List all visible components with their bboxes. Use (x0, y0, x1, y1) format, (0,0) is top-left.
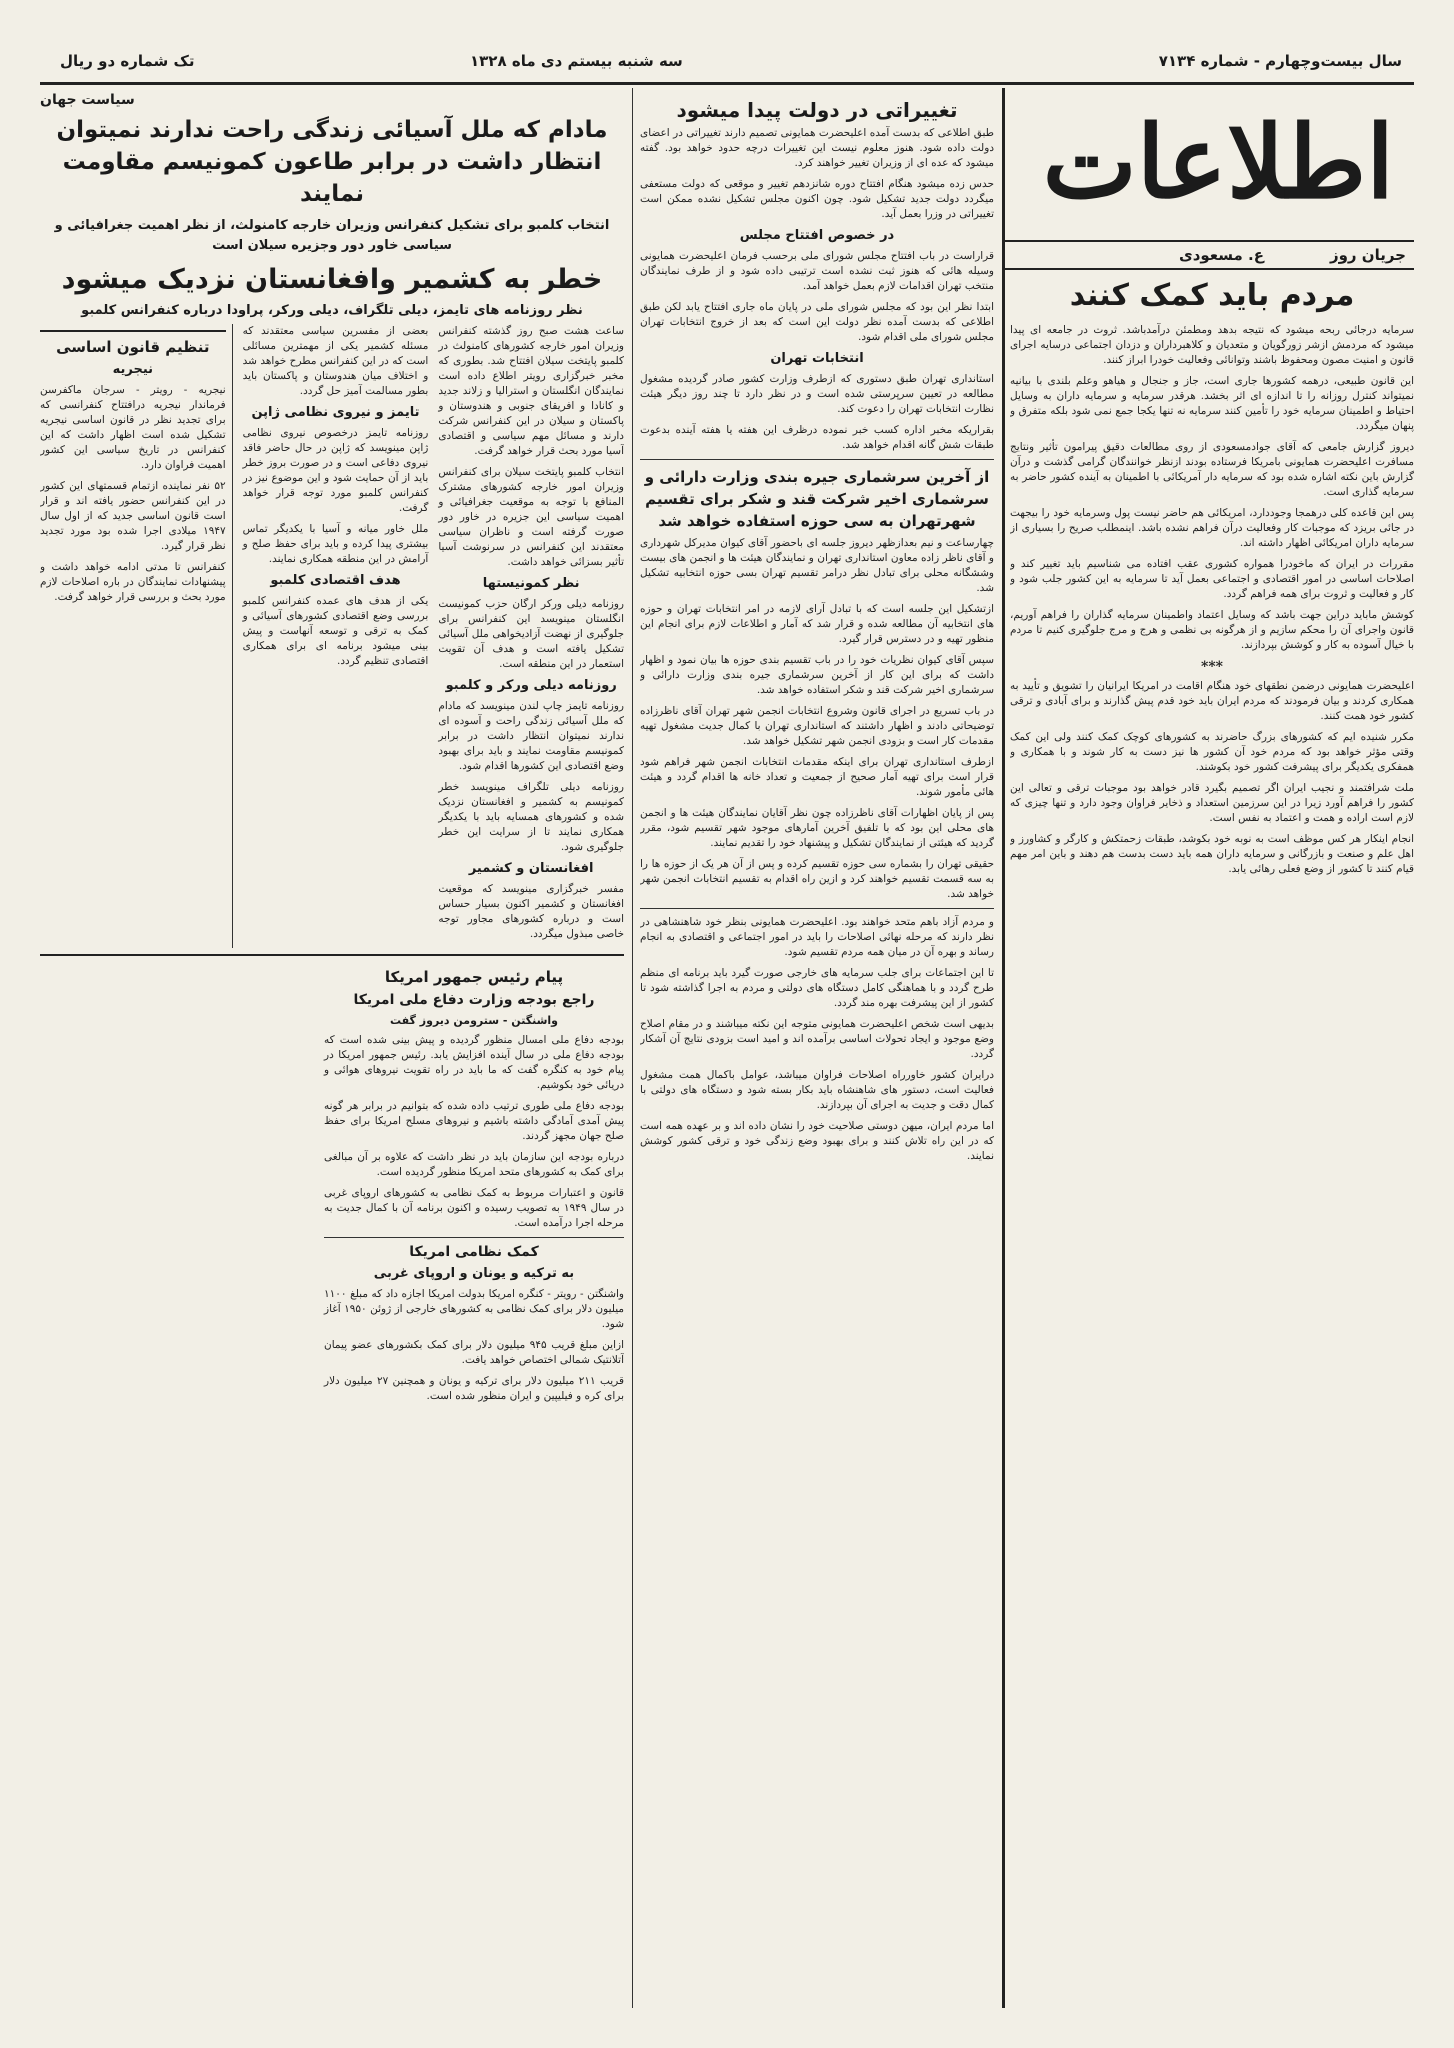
editorial-paragraph: پس این قاعده کلی درهمجا وجوددارد، امریکائی هم حاضر نیست پول وسرمایه خود را بیجهت در جائی بریزد که موجبات کار وفعالیت درآن فراهم نشده باشد. اینمطلب صریح را بسیاری از سرمایه داران امریکائی اظهار داشته اند. (1010, 507, 1414, 549)
usa-title: پیام رئیس جمهور امریکا (384, 968, 564, 986)
article-paragraph: ابتدا نظر این بود که مجلس شورای ملی در پایان ماه جاری افتتاح یابد لکن طبق اطلاعی که بدست آمده نظر دولت این است که بعد از خروج انتخابات تهران مجلس شورای ملی اقدام شود. (640, 301, 994, 343)
usa-paragraph: واشنگتن - رویتر - کنگره امریکا بدولت امریکا اجازه داد که مبلغ ۱۱۰۰ میلیون دلار برای کمک نظامی به کشورهای خارجی از ژوئن ۱۹۵۰ آغاز شود. (324, 1288, 624, 1330)
article-paragraph: حقیقی تهران را بشماره سی حوزه تقسیم کرده و پس از آن هر یک از حوزه ها را به سه قسمت تقسیم خواهند کرد و ازین راه اقدام به تقسیم انتخابات انجمن شهر خواهد شد. (640, 858, 994, 900)
usa-aid-sub: به ترکیه و یونان و اروپای غربی (373, 1266, 575, 1281)
article-paragraph: ازطرف استانداری تهران برای اینکه مقدمات انتخابات انجمن شهر فراهم شود قرار است برای تهیه آمار صحیح از جمعیت و تعداد خانه ها اقدام گردد و هیئت هائی مأمور شوند. (640, 756, 994, 798)
column-author: ع. مسعودی (1178, 246, 1264, 264)
editorial-paragraph: دیروز گزارش جامعی که آقای جوادمسعودی از روی مطالعات دقیق پیرامون تأثیر ونتایج مسافرت اعلیحضرت همایونی بامریکا فرستاده بودند ازنظر خوانندگان گرامی گذشت و درآن گزارش باین نکته اشاره شده بود که سرمایه دار آمریکائی با اطمینان به آینده کشور حاضر به سرمایه گذاری است. (1010, 441, 1414, 498)
article-paragraph: سپس آقای کیوان نظریات خود را در باب تقسیم بندی حوزه ها بیان نمود و اظهار داشت که برای این کار از آخرین سرشماری جیره بندی وزارت دارائی و سرشماری اخیر شرکت قند و شکر استفاده خواهد شد. (640, 654, 994, 696)
subheading-economic: هدف اقتصادی کلمبو (270, 573, 401, 588)
world-paragraph: ساعت هشت صبح روز گذشته کنفرانس وزیران امور خارجه کشورهای کامنولث در کلمبو پایتخت سیلان افتتاح شد. بطوری که مخبر خبرگزاری رویتر اطلاع داده است نمایندگان انگلستان و استرالیا و زلاند جدید و کانادا و افریقای جنوبی و هندوستان و پاکستان و سیلان در این کنفرانس شرکت دارند و مسائل مهم سیاسی و اقتصادی آسیا مورد بحث قرار خواهد گرفت. (438, 325, 624, 457)
usa-paragraph: بودجه دفاع ملی امسال منظور گردیده و پیش بینی شده است که بودجه دفاع ملی در سال آینده افزایش یابد. رئیس جمهور امریکا در پیام خود به کنگره گفت که ما باید در راه تقویت نیروهای هوائی و دریائی خود بکوشیم. (324, 1034, 624, 1091)
editorial-paragraph: این قانون طبیعی، درهمه کشورها جاری است، جاز و جنجال و هیاهو وعلم بلندی با بیانیه نمیتواند کنترل روزانه را تا اندازه ای اثر بخشد. هرقدر سرمایه و سرمایه داران به وسایل احتیاط و اطمینان سرمایه خود را تأمین کنند سرمایه نه تنها یکجا جمع نمی شود بلکه متفرق و پنهان میگردد. (1010, 375, 1414, 432)
editorial-paragraph: سرمایه درجائی ربحه میشود که نتیجه بدهد ومطمئن درآمدباشد. ثروت در جامعه ای پیدا میشود که مردمش ازشر زورگویان و متعدیان و کلاهبرداران و دزدان اجتماعی درسایه اجرای قانون و امنیت مصون ومحفوظ باشند وتوانائی وفعالیت خودرا ابراز کنند. (1010, 324, 1414, 366)
column-divider-right (1002, 88, 1005, 2008)
column-divider-middle (632, 88, 633, 2008)
usa-paragraph: ازاین مبلغ قریب ۹۴۵ میلیون دلار برای کمک بکشورهای عضو پیمان آتلانتیک شمالی اختصاص خواهد یافت. (324, 1339, 624, 1366)
subheading-elections: انتخابات تهران (770, 351, 864, 366)
article-paragraph: قراراست در باب افتتاح مجلس شورای ملی برحسب فرمان اعلیحضرت همایونی وسیله هائی که هنوز ثبت نشده است ترتیبی داده شود و از طرف نمایندگان منتخب تهران اقدامات لازم بعمل خواهد آمد. (640, 250, 994, 292)
nigeria-paragraph: ۵۲ نفر نماینده ازتمام قسمتهای این کشور در این کنفرانس حضور یافته اند و قرار است قانون اساسی جدید که از اول سال ۱۹۴۷ میلادی اجرا شده بود مورد تجدید نظر قرار گیرد. (40, 480, 226, 552)
article-paragraph: طبق اطلاعی که بدست آمده اعلیحضرت همایونی تصمیم دارند تغییراتی در اعضای دولت داده شود. هنوز معلوم نیست این تغییرات درچه حدود خواهد بود. گفته میشود که عده ای از وزیران تغییر خواهند کرد. (640, 127, 994, 169)
census-headline: از آخرین سرشماری جیره بندی وزارت دارائی و سرشماری اخیر شرکت قند و شکر برای تقسیم شهرتهران به سی حوزه استفاده خواهد شد (644, 468, 990, 530)
divider (640, 459, 994, 460)
divider (40, 954, 624, 956)
middle-column (640, 88, 994, 1998)
box-rule (40, 330, 226, 332)
nigeria-paragraph: نیجریه - رویتر - سرجان ماکفرسن فرماندار نیجریه درافتتاح کنفرانسی که برای تجدید نظر در قانون اساسی نیجریه تشکیل شده است اظهار داشت که این کنفرانس در تاریخ سیاسی این کشور اهمیت فراوان دارد. (40, 384, 226, 471)
newspaper-page (40, 40, 1414, 2008)
issue-number: سال بیست‌وچهارم - شماره ۷۱۳۴ (1158, 52, 1402, 70)
article-paragraph: درایران کشور خاورراه اصلاحات فراوان میباشد، عوامل باکمال همت مشغول فعالیت است، دستور های شاهنشاه باید بکار بسته شود و دستگاه های دولتی با کمال دقت و جدیت به اجرای آن بپردازند. (640, 1069, 994, 1111)
subheading-japan: تایمز و نیروی نظامی ژاپن (251, 405, 420, 420)
masthead (1004, 92, 1414, 232)
world-paragraph: روزنامه دیلی تلگراف مینویسد خطر کمونیسم به کشمیر و افغانستان نزدیک شده و کشورهای همسایه باید با یکدیگر همکاری نمایند تا از سرایت این خطر جلوگیری شود. (438, 781, 624, 853)
usa-paragraph: درباره بودجه این سازمان باید در نظر داشت که علاوه بر آن مبالغی برای کمک به کشورهای متحد امریکا منظور گردیده است. (324, 1151, 624, 1178)
section-stars: *** (1201, 659, 1223, 675)
article-paragraph: ازتشکیل این جلسه است که با تبادل آرای لازمه در امر انتخابات تهران و حوزه های انتخابیه آن مطالعه شده و قرار شد که آمار و اطلاعات لازم برای انجام این منظور تهیه و در دسترس قرار گیرد. (640, 603, 994, 645)
usa-headline: راجع بودجه وزارت دفاع ملی امریکا (353, 992, 595, 1008)
kashmir-headline: خطر به کشمیر وافغانستان نزدیک میشود (61, 264, 603, 295)
divider (640, 908, 994, 909)
nigeria-paragraph: کنفرانس تا مدتی ادامه خواهد داشت و پیشنهادات نمایندگان در باره اصلاحات لازم مورد بحث و بررسی قرار خواهد گرفت. (40, 561, 226, 603)
world-paragraph: روزنامه دیلی ورکر ارگان حزب کمونیست انگلستان مینویسد این کنفرانس برای جلوگیری از نهضت آزادیخواهی ملل آسیائی تشکیل یافته است و هدف آن تقویت استعمار در این منطقه است. (438, 598, 624, 670)
editorial-paragraph: ملت شرافتمند و نجیب ایران اگر تصمیم بگیرد قادر خواهد بود موجبات ترقی و تعالی این کشور را فراهم آورد زیرا در این سرزمین استعداد و ذخایر فراوان وجود دارد و تنها چیزی که لازم است اراده و همت و اعتماد به نفس است. (1010, 782, 1414, 824)
subheading-communists: نظر کمونیستها (482, 576, 580, 591)
world-paragraph: روزنامه تایمز چاپ لندن مینویسد که مادام که ملل آسیائی زندگی راحت و آسوده ای ندارند نمیتوان انتظار داشت در برابر کمونیسم مقاومت نمایند و باید برای بهبود وضع اقتصادی این کشورها اقدام شود. (438, 700, 624, 772)
column-title: جریان روز (1329, 246, 1406, 264)
world-paragraph: یکی از هدف های عمده کنفرانس کلمبو بررسی وضع اقتصادی کشورهای آسیائی و کمک به ترقی و توسعه آنهاست و پیش بینی میشود برنامه ای برای همکاری اقتصادی تنظیم گردد. (242, 595, 429, 667)
usa-dateline: واشنگتن - سترومن دیروز گفت (389, 1014, 559, 1027)
world-paragraph: بعضی از مفسرین سیاسی معتقدند که مسئله کشمیر یکی از مهمترین مسائلی است که در این کنفرانس مطرح خواهد شد و اختلاف میان هندوستان و پاکستان باید بطور مسالمت آمیز حل گردد. (242, 325, 429, 397)
editorial-paragraph: اعلیحضرت همایونی درضمن نطقهای خود هنگام اقامت در امریکا ایرانیان را تشویق و تأیید به همکاری کردند و بیان فرمودند که مردم ایران باید خود قدم پیش گذارند و برای آبادی و ترقی کشور خود همت کنند. (1010, 680, 1414, 722)
newspaper-logo: اطلاعات (1042, 103, 1394, 221)
issue-price: تک شماره دو ریال (60, 52, 195, 70)
editorial-paragraph: انجام اینکار هر کس موظف است به نوبه خود بکوشد، طبقات زحمتکش و کارگر و کشاورز و اهل علم و صنعت و بازرگانی و سرمایه داران همه باید دست بدست هم دهند و باین امر مهم قیام کنند تا کشور از وضع فعلی رهائی یابد. (1010, 833, 1414, 875)
editorial-paragraph: مقررات در ایران که ماخودرا همواره کشوری عقب افتاده می شناسیم باید تغییر کند و اصلاحات اساسی در امور اقتصادی و اجتماعی بعمل آید تا سرمایه به این کشور جلب شود و کار و فعالیت و ثروت برای همه فراهم گردد. (1010, 558, 1414, 600)
nigeria-title: تنظیم قانون اساسی (56, 338, 210, 356)
article-paragraph: اما مردم ایران، میهن دوستی صلاحیت خود را نشان داده اند و بر عهده همه است که در این راه تلاش کنند و برای بهبود وضع زندگی خود و ترقی کشور کوشش نمایند. (640, 1120, 994, 1162)
world-paragraph: مفسر خبرگزاری مینویسد که موقعیت افغانستان و کشمیر اکنون بسیار حساس است و درباره کشورهای مجاور توجه خاصی مبذول میگردد. (438, 883, 624, 940)
article-paragraph: بقراریکه مخبر اداره کسب خبر نموده درظرف این هفته یا هفته آینده بدعوت طبقات شش گانه اقدام خواهد شد. (640, 424, 994, 451)
world-headline: مادام که ملل آسیائی زندگی راحت ندارند نمیتوان انتظار داشت در برابر طاعون کمونیسم مقاومت نمایند (56, 117, 608, 207)
article-paragraph: چهارساعت و نیم بعدازظهر دیروز جلسه ای باحضور آقای کیوان مدیرکل شهرداری و آقای ناظر زاده معاون استانداری تهران و نمایندگان هیئت ها و انجمن های بیست وششگانه محلی برای تبادل نظر درامر تقسیم تهران بسی حوزه انتخابیه تشکیل شد. (640, 537, 994, 594)
article-paragraph: و مردم آزاد باهم متحد خواهند بود. اعلیحضرت همایونی بنظر خود شاهنشاهی در نظر دارند که مرحله نهائی اصلاحات را باید در امور اجتماعی و اقتصادی به انجام رساند و بهره آن در میان همه مردم تقسیم شود. (640, 916, 994, 958)
subheading-afghanistan: افغانستان و کشمیر (468, 861, 594, 876)
world-paragraph: انتخاب کلمبو پایتخت سیلان برای کنفرانس وزیران امور خارجه کشورهای مشترک المنافع با توجه به موقعیت جغرافیائی و اهمیت سیاسی این جزیره در خاور دور صورت گرفته است و ناظران سیاسی معتقدند این کنفرانس در سرنوشت آسیا تأثیر بسزائی خواهد داشت. (438, 466, 624, 568)
editorial-paragraph: مکرر شنیده ایم که کشورهای بزرگ حاضرند به کشورهای کوچک کمک کنند ولی این کمک وقتی مؤثر خواهد بود که مردم خود آن کشور ها نیز دست به کار شوند و با همکاری و همفکری یکدیگر برای پیشرفت کشور خود بکوشند. (1010, 731, 1414, 773)
column-bar (1004, 240, 1414, 270)
divider (324, 1237, 624, 1238)
editorial-paragraph: کوشش ماباید دراین جهت باشد که وسایل اعتماد واطمینان سرمایه گذاران را فراهم آوریم، قانون واجرای آن را محکم سازیم و از هرگونه بی نظمی و هرج و مرج جلوگیری کنیم تا مردم با خیال آسوده به کار و کوشش بپردازند. (1010, 609, 1414, 651)
nigeria-sub: نیجریه (112, 362, 154, 377)
world-paragraph: ملل خاور میانه و آسیا با یکدیگر تماس بیشتری پیدا کرده و باید برای حفظ صلح و آرامش در این منطقه همکاری نمایند. (242, 523, 429, 565)
world-deck: انتخاب کلمبو برای تشکیل کنفرانس وزیران خارجه کامنولث، از نظر اهمیت جغرافیائی و سیاسی خاور دور وجزیره سیلان است (54, 218, 610, 253)
article-paragraph: در باب تسریع در اجرای قانون وشروع انتخابات انجمن شهر تهران آقای ناظرزاده توضیحاتی دادند و اظهار داشتند که استانداری تهران با کمال جدیت مشغول تهیه مقدمات کار است و بزودی انجمن شهر تشکیل خواهد شد. (640, 705, 994, 747)
editorial-headline: مردم باید کمک کنند (1069, 278, 1355, 313)
subheading-parliament: در خصوص افتتاح مجلس (739, 228, 895, 243)
usa-aid-title: کمک نظامی امریکا (409, 1244, 539, 1260)
section-kicker: سیاست جهان (40, 92, 135, 108)
world-paragraph: روزنامه تایمز درخصوص نیروی نظامی ژاپن مینویسد که ژاپن در حال حاضر فاقد نیروی دفاعی است و در صورت بروز خطر باید از آن حمایت شود و این موضوع نیز در کنفرانس کلمبو مورد توجه قرار خواهد گرفت. (242, 427, 429, 514)
usa-paragraph: بودجه دفاع ملی طوری ترتیب داده شده که بتوانیم در برابر هر گونه پیش آمدی آمادگی داشته باشیم و نیروهای مسلح امریکا برای حفظ صلح جهان مجهز گردند. (324, 1100, 624, 1142)
usa-paragraph: قانون و اعتبارات مربوط به کمک نظامی به کشورهای اروپای غربی در سال ۱۹۴۹ به تصویب رسیده و اکنون برنامه آن با کمال جدیت به مرحله اجرا درآمده است. (324, 1187, 624, 1229)
cabinet-headline: تغییراتی در دولت پیدا میشود (676, 98, 958, 122)
article-paragraph: بدیهی است شخص اعلیحضرت همایونی متوجه این نکته میباشند و در مقام اصلاح وضع موجود و ایجاد تحولات اساسی برآمده اند و امید است بزودی نتایج آن آشکار گردد. (640, 1018, 994, 1060)
subheading-dailyworker: روزنامه دیلی ورکر و کلمبو (445, 678, 617, 693)
article-paragraph: تا این اجتماعات برای جلب سرمایه های خارجی صورت گیرد باید برنامه ای منظم طرح گردد و با هماهنگی کامل دستگاه های دولتی و مردم به اجرا گذاشته شود تا کشور از این پیشرفت بهره مند گردد. (640, 967, 994, 1009)
article-paragraph: حدس زده میشود هنگام افتتاح دوره شانزدهم تغییر و موقعی که دولت مستعفی میگردد دولت جدید تشکیل شود. چون اکنون مجلس تشکیل نشده ممکن است تغییراتی در وزرا بعمل آید. (640, 178, 994, 220)
left-column (40, 88, 624, 1998)
article-paragraph: پس از پایان اظهارات آقای ناظرزاده چون نظر آقایان نمایندگان هیئت ها و انجمن های محلی این بود که با تلفیق آخرین آمارهای موجود شهر تقسیم شود، مقرر گردید که هیئتی از نمایندگان تشکیل و پیشنهاد خود را تقدیم نمایند. (640, 807, 994, 849)
usa-paragraph: قریب ۲۱۱ میلیون دلار برای ترکیه و یونان و همچنین ۲۷ میلیون دلار برای کره و فیلیپین و ایران منظور شده است. (324, 1375, 624, 1402)
top-rule (40, 82, 1414, 85)
right-column (1010, 272, 1414, 2002)
issue-date: سه شنبه بیستم دی ماه ۱۳۲۸ (470, 52, 683, 70)
top-line (40, 52, 1414, 78)
article-paragraph: استانداری تهران طبق دستوری که ازطرف وزارت کشور صادر گردیده مشغول مطالعه در تعیین سرپرستی شده است و در نظر دارد تا چند روز دیگر هیئت نظارت انتخابات تهران را دعوت کند. (640, 373, 994, 415)
press-deck: نظر روزنامه های تایمز، دیلی تلگراف، دیلی ورکر، پراودا درباره کنفرانس کلمبو (81, 303, 583, 318)
